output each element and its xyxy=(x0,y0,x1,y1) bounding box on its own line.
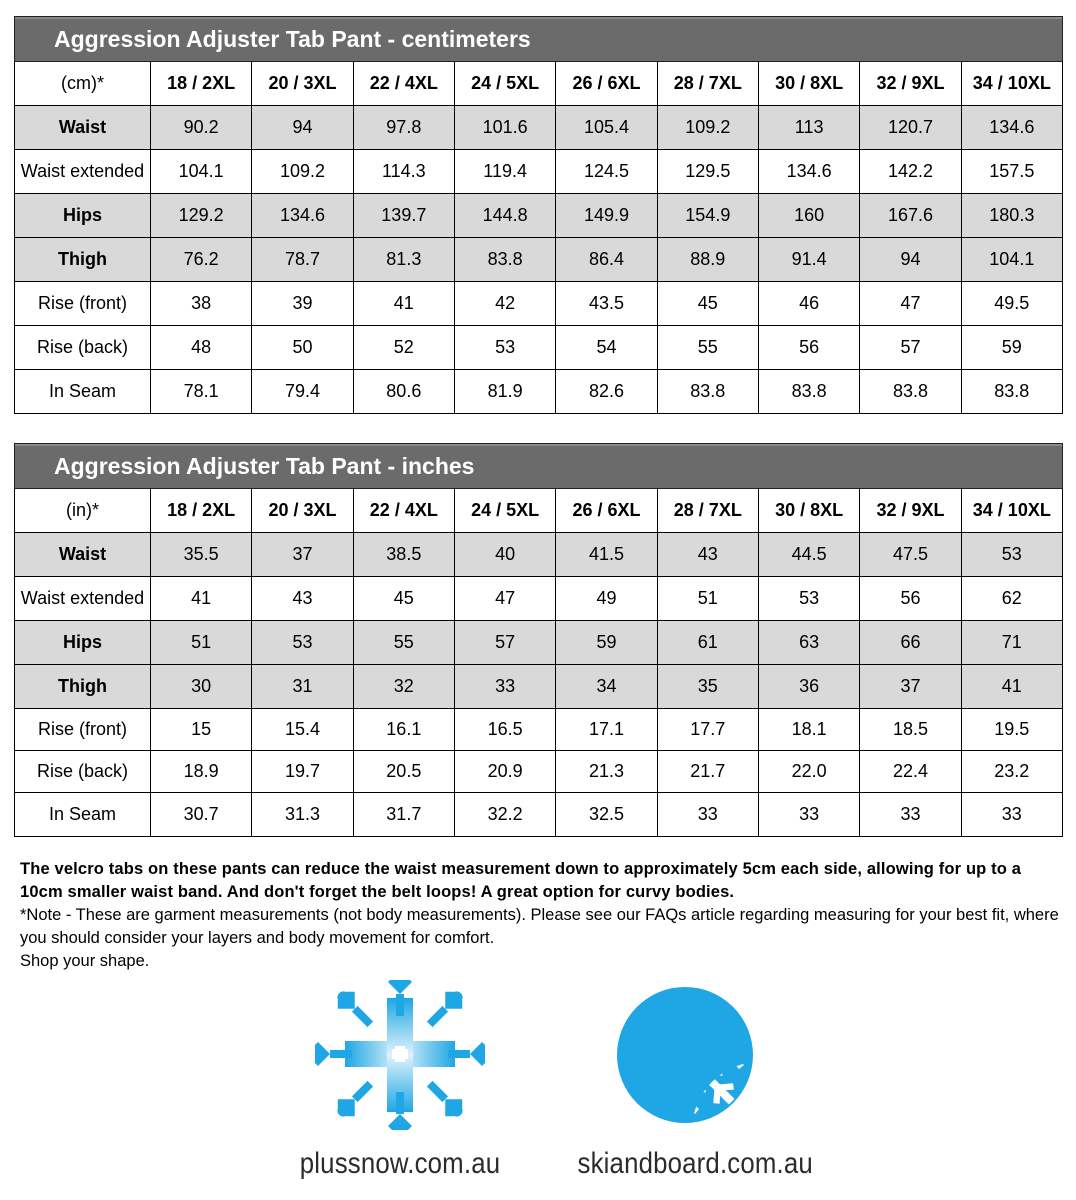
size-table-centimeters xyxy=(14,16,1063,414)
table-cell: 83.8 xyxy=(657,370,758,414)
table-cell: 56 xyxy=(758,326,859,370)
table-cell: 37 xyxy=(252,533,353,577)
table-cell: 18.5 xyxy=(860,709,961,751)
table-cell: 94 xyxy=(252,106,353,150)
row-label: In Seam xyxy=(15,793,151,837)
table-cell: 83.8 xyxy=(758,370,859,414)
table-cell: 56 xyxy=(860,577,961,621)
table-cell: 80.6 xyxy=(353,370,454,414)
table-cell: 20.5 xyxy=(353,751,454,793)
table-cell: 33 xyxy=(961,793,1062,837)
table-row xyxy=(15,106,1063,150)
row-label: Waist extended xyxy=(15,150,151,194)
table-cell: 49 xyxy=(556,577,657,621)
table-cell: 71 xyxy=(961,621,1062,665)
table-cell: 63 xyxy=(758,621,859,665)
table-cell: 144.8 xyxy=(454,194,555,238)
table-cell: 55 xyxy=(657,326,758,370)
table-cell: 30.7 xyxy=(151,793,252,837)
size-header: 22 / 4XL xyxy=(353,62,454,106)
table-cell: 86.4 xyxy=(556,238,657,282)
table-row xyxy=(15,238,1063,282)
table-cell: 47 xyxy=(454,577,555,621)
row-label: Thigh xyxy=(15,238,151,282)
table-cell: 49.5 xyxy=(961,282,1062,326)
unit-label: (in)* xyxy=(15,489,151,533)
size-header: 24 / 5XL xyxy=(454,489,555,533)
size-table-inches xyxy=(14,443,1063,837)
snowflake-circle-icon xyxy=(610,980,760,1130)
table-cell: 59 xyxy=(556,621,657,665)
table-row xyxy=(15,150,1063,194)
size-header: 18 / 2XL xyxy=(151,62,252,106)
table-cell: 76.2 xyxy=(151,238,252,282)
table-row xyxy=(15,751,1063,793)
table-cell: 105.4 xyxy=(556,106,657,150)
table-cell: 47.5 xyxy=(860,533,961,577)
table-cell: 53 xyxy=(961,533,1062,577)
table-title: Aggression Adjuster Tab Pant - centimeters xyxy=(15,17,1063,62)
table-cell: 31 xyxy=(252,665,353,709)
table-cell: 97.8 xyxy=(353,106,454,150)
table-cell: 47 xyxy=(860,282,961,326)
table-row xyxy=(15,370,1063,414)
table-cell: 81.3 xyxy=(353,238,454,282)
table-cell: 41 xyxy=(961,665,1062,709)
table-cell: 33 xyxy=(758,793,859,837)
snowflake-plus-icon xyxy=(315,980,485,1130)
row-label: Rise (front) xyxy=(15,282,151,326)
table-cell: 157.5 xyxy=(961,150,1062,194)
unit-label: (cm)* xyxy=(15,62,151,106)
row-label: Rise (back) xyxy=(15,326,151,370)
table-cell: 134.6 xyxy=(252,194,353,238)
table-row xyxy=(15,793,1063,837)
table-cell: 94 xyxy=(860,238,961,282)
table-cell: 22.4 xyxy=(860,751,961,793)
table-cell: 104.1 xyxy=(961,238,1062,282)
table-cell: 167.6 xyxy=(860,194,961,238)
table-cell: 20.9 xyxy=(454,751,555,793)
table-cell: 41 xyxy=(151,577,252,621)
table-cell: 43 xyxy=(252,577,353,621)
row-label: Rise (back) xyxy=(15,751,151,793)
plussnow-logo-text: plussnow.com.au xyxy=(299,1147,501,1180)
table-cell: 124.5 xyxy=(556,150,657,194)
table-cell: 88.9 xyxy=(657,238,758,282)
table-cell: 50 xyxy=(252,326,353,370)
table-cell: 114.3 xyxy=(353,150,454,194)
table-cell: 17.7 xyxy=(657,709,758,751)
table-cell: 43 xyxy=(657,533,758,577)
table-cell: 149.9 xyxy=(556,194,657,238)
table-cell: 81.9 xyxy=(454,370,555,414)
table-cell: 82.6 xyxy=(556,370,657,414)
table-cell: 55 xyxy=(353,621,454,665)
table-cell: 18.1 xyxy=(758,709,859,751)
table-cell: 57 xyxy=(860,326,961,370)
size-header: 32 / 9XL xyxy=(860,489,961,533)
table-row xyxy=(15,326,1063,370)
table-cell: 17.1 xyxy=(556,709,657,751)
size-header: 30 / 8XL xyxy=(758,62,859,106)
row-label: Hips xyxy=(15,194,151,238)
table-cell: 66 xyxy=(860,621,961,665)
table-cell: 79.4 xyxy=(252,370,353,414)
table-cell: 43.5 xyxy=(556,282,657,326)
table-row xyxy=(15,577,1063,621)
table-row xyxy=(15,282,1063,326)
table-cell: 180.3 xyxy=(961,194,1062,238)
table-cell: 109.2 xyxy=(657,106,758,150)
table-cell: 83.8 xyxy=(961,370,1062,414)
table-cell: 33 xyxy=(454,665,555,709)
row-label: Waist extended xyxy=(15,577,151,621)
table-cell: 38 xyxy=(151,282,252,326)
table-cell: 134.6 xyxy=(758,150,859,194)
table-cell: 134.6 xyxy=(961,106,1062,150)
table-cell: 32.5 xyxy=(556,793,657,837)
size-header: 26 / 6XL xyxy=(556,489,657,533)
size-header: 34 / 10XL xyxy=(961,62,1062,106)
table-cell: 16.1 xyxy=(353,709,454,751)
row-label: Rise (front) xyxy=(15,709,151,751)
table-cell: 53 xyxy=(252,621,353,665)
table-cell: 104.1 xyxy=(151,150,252,194)
table-cell: 57 xyxy=(454,621,555,665)
table-cell: 129.5 xyxy=(657,150,758,194)
table-cell: 53 xyxy=(758,577,859,621)
table-cell: 30 xyxy=(151,665,252,709)
table-cell: 33 xyxy=(657,793,758,837)
table-cell: 139.7 xyxy=(353,194,454,238)
table-cell: 44.5 xyxy=(758,533,859,577)
notes-block xyxy=(20,858,1060,973)
table-cell: 129.2 xyxy=(151,194,252,238)
table-cell: 19.7 xyxy=(252,751,353,793)
table-title: Aggression Adjuster Tab Pant - inches xyxy=(15,444,1063,489)
table-cell: 160 xyxy=(758,194,859,238)
size-header: 20 / 3XL xyxy=(252,62,353,106)
table-cell: 32.2 xyxy=(454,793,555,837)
table-cell: 40 xyxy=(454,533,555,577)
table-cell: 120.7 xyxy=(860,106,961,150)
table-cell: 119.4 xyxy=(454,150,555,194)
table-cell: 42 xyxy=(454,282,555,326)
table-cell: 154.9 xyxy=(657,194,758,238)
size-header: 28 / 7XL xyxy=(657,489,758,533)
table-cell: 45 xyxy=(353,577,454,621)
size-header: 34 / 10XL xyxy=(961,489,1062,533)
table-cell: 52 xyxy=(353,326,454,370)
garment-note: *Note - These are garment measurements (not body measurements). Please see our FAQs article regarding measuring for your best fit, where you should consider your layers and body movement for comfort. xyxy=(20,906,1059,947)
table-row xyxy=(15,533,1063,577)
row-label: Thigh xyxy=(15,665,151,709)
table-cell: 22.0 xyxy=(758,751,859,793)
table-cell: 51 xyxy=(657,577,758,621)
table-cell: 45 xyxy=(657,282,758,326)
size-header: 28 / 7XL xyxy=(657,62,758,106)
row-label: Hips xyxy=(15,621,151,665)
table-row xyxy=(15,709,1063,751)
table-cell: 46 xyxy=(758,282,859,326)
size-header: 22 / 4XL xyxy=(353,489,454,533)
table-cell: 16.5 xyxy=(454,709,555,751)
size-header: 30 / 8XL xyxy=(758,489,859,533)
table-cell: 48 xyxy=(151,326,252,370)
size-header: 26 / 6XL xyxy=(556,62,657,106)
table-cell: 39 xyxy=(252,282,353,326)
table-cell: 113 xyxy=(758,106,859,150)
size-header: 32 / 9XL xyxy=(860,62,961,106)
table-cell: 37 xyxy=(860,665,961,709)
skiandboard-logo-text: skiandboard.com.au xyxy=(577,1147,813,1180)
table-cell: 19.5 xyxy=(961,709,1062,751)
table-cell: 31.3 xyxy=(252,793,353,837)
table-cell: 35 xyxy=(657,665,758,709)
table-cell: 33 xyxy=(860,793,961,837)
table-cell: 78.1 xyxy=(151,370,252,414)
plussnow-logo xyxy=(280,980,520,1181)
table-cell: 41.5 xyxy=(556,533,657,577)
table-cell: 18.9 xyxy=(151,751,252,793)
table-cell: 83.8 xyxy=(454,238,555,282)
table-cell: 142.2 xyxy=(860,150,961,194)
table-cell: 34 xyxy=(556,665,657,709)
table-cell: 62 xyxy=(961,577,1062,621)
table-cell: 32 xyxy=(353,665,454,709)
table-cell: 35.5 xyxy=(151,533,252,577)
row-label: In Seam xyxy=(15,370,151,414)
table-cell: 36 xyxy=(758,665,859,709)
velcro-note: The velcro tabs on these pants can reduce the waist measurement down to approximately 5cm each side, allowing for up to a 10cm smaller waist band. And don't forget the belt loops! A great option for curvy bodies. xyxy=(20,860,1022,901)
table-cell: 15.4 xyxy=(252,709,353,751)
table-row xyxy=(15,194,1063,238)
table-cell: 54 xyxy=(556,326,657,370)
table-cell: 31.7 xyxy=(353,793,454,837)
table-cell: 101.6 xyxy=(454,106,555,150)
table-row xyxy=(15,665,1063,709)
size-header: 18 / 2XL xyxy=(151,489,252,533)
table-cell: 90.2 xyxy=(151,106,252,150)
table-cell: 15 xyxy=(151,709,252,751)
table-cell: 21.3 xyxy=(556,751,657,793)
table-cell: 21.7 xyxy=(657,751,758,793)
table-row xyxy=(15,621,1063,665)
table-cell: 53 xyxy=(454,326,555,370)
table-cell: 109.2 xyxy=(252,150,353,194)
size-header: 20 / 3XL xyxy=(252,489,353,533)
table-cell: 59 xyxy=(961,326,1062,370)
shop-note: Shop your shape. xyxy=(20,952,150,970)
table-cell: 61 xyxy=(657,621,758,665)
table-cell: 83.8 xyxy=(860,370,961,414)
size-header: 24 / 5XL xyxy=(454,62,555,106)
table-cell: 78.7 xyxy=(252,238,353,282)
row-label: Waist xyxy=(15,533,151,577)
table-cell: 23.2 xyxy=(961,751,1062,793)
table-cell: 91.4 xyxy=(758,238,859,282)
size-header-row xyxy=(15,62,1063,106)
table-cell: 38.5 xyxy=(353,533,454,577)
size-header-row xyxy=(15,489,1063,533)
skiandboard-logo xyxy=(560,980,813,1181)
table-cell: 51 xyxy=(151,621,252,665)
row-label: Waist xyxy=(15,106,151,150)
table-cell: 41 xyxy=(353,282,454,326)
